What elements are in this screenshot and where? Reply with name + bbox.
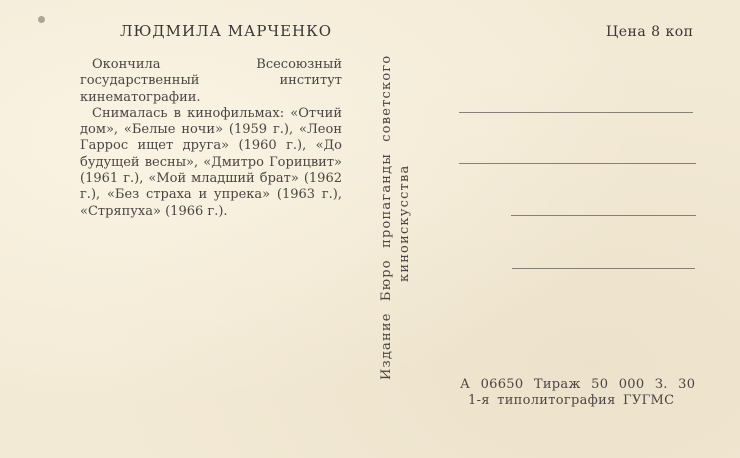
ink-spot <box>38 16 45 23</box>
biography-filmography: Снималась в кинофильмах: «Отчий дом», «Белые ночи» (1959 г.), «Леон Гаррос ищет друга» (1960 г.), «До будущей весны», «Дмитро Горицвит» (1961 г.), «Мой младший брат» (1962 г.), «Без страха и упрека» (1963 г.), «Стряпуха» (1966 г.). <box>80 105 342 219</box>
actress-name: ЛЮДМИЛА МАРЧЕНКО <box>120 22 333 40</box>
address-line-1 <box>459 112 693 113</box>
biography-text <box>80 57 342 220</box>
print-run-info: А 06650 Тираж 50 000 З. 30 <box>460 377 696 392</box>
address-line-4 <box>512 268 695 269</box>
address-line-2 <box>459 163 696 164</box>
printer-info: 1-я типолитография ГУГМС <box>468 393 675 408</box>
biography-education: Окончила Всесоюзный государственный институт кинематографии. <box>80 57 342 105</box>
price-label: Цена 8 коп <box>606 24 694 40</box>
address-line-3 <box>511 215 696 216</box>
publisher-line-2: киноискусства <box>397 164 412 282</box>
publisher-line-1: Издание Бюро пропаганды советского <box>379 54 394 380</box>
